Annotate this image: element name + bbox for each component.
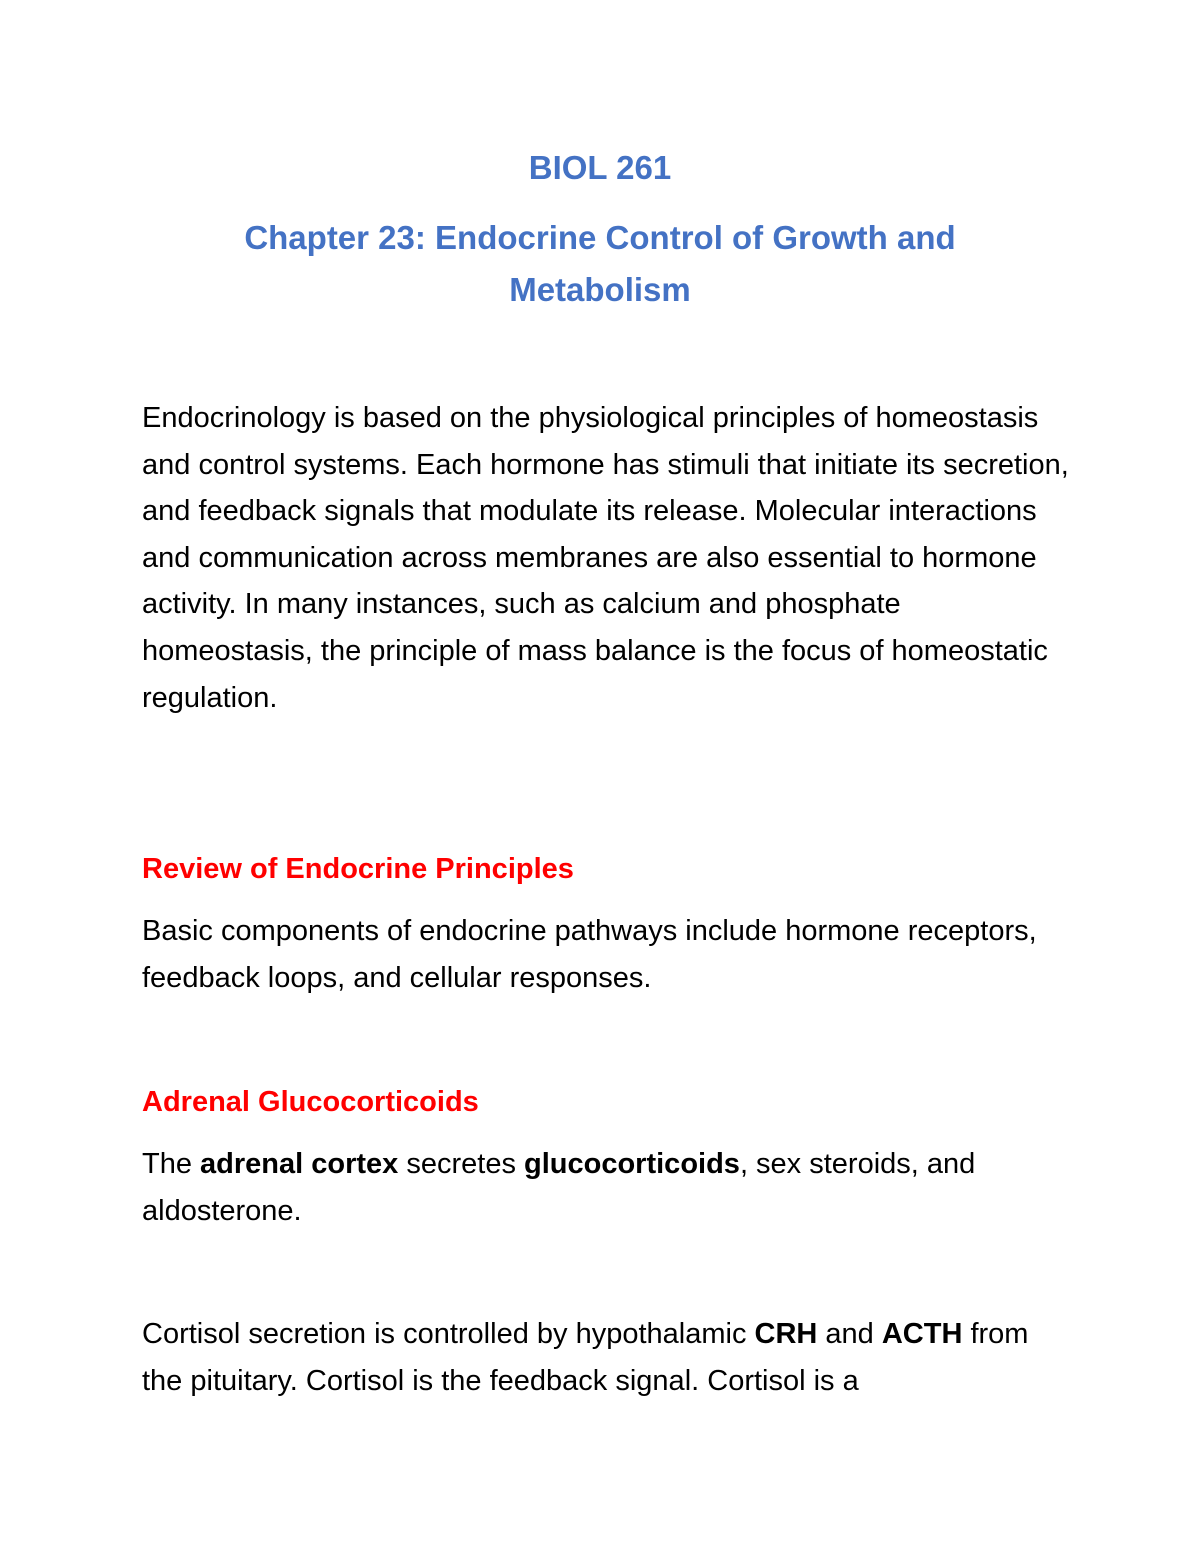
chapter-title: Chapter 23: Endocrine Control of Growth and Metabolism (244, 219, 956, 308)
term-acth: ACTH (881, 1318, 963, 1350)
course-title: BIOL 261 (528, 149, 672, 186)
review-paragraph: Basic components of endocrine pathways include hormone receptors, feedback loops, and cellular responses. (142, 915, 1037, 994)
intro-paragraph: Endocrinology is based on the physiological principles of homeostasis and control systems. Each hormone has stimuli that initiate its secretion, and feedback signals that modulate its release. Molecular interactions and communication across membranes are also essential to hormone activity. In many instances, such as calcium and phosphate homeostasis, the principle of mass balance is the focus of homeostatic regulation. (142, 402, 1069, 714)
cortisol-paragraph (142, 1311, 1072, 1404)
term-crh: CRH (754, 1318, 818, 1350)
section-heading-adrenal: Adrenal Glucocorticoids (142, 1086, 479, 1118)
text-run: , sex steroids, and aldosterone. (142, 1148, 976, 1227)
text-run: Cortisol secretion is controlled by hypothalamic (142, 1318, 755, 1350)
adrenal-paragraph (142, 1141, 1072, 1234)
text-run: and (817, 1318, 882, 1350)
term-glucocorticoids: glucocorticoids (524, 1148, 740, 1180)
term-adrenal-cortex: adrenal cortex (200, 1148, 399, 1180)
section-heading-review: Review of Endocrine Principles (142, 853, 574, 885)
text-run: The (142, 1148, 201, 1180)
text-run: secretes (398, 1148, 525, 1180)
text-run: from the pituitary. Cortisol is the feedback signal. Cortisol is a (142, 1318, 1029, 1397)
